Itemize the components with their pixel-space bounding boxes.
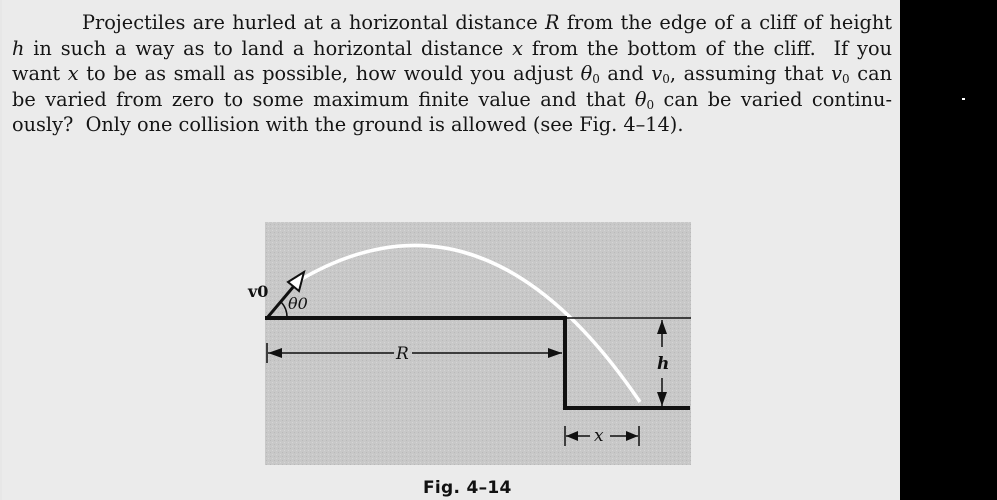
label-x: x (594, 426, 604, 446)
label-v0: v0 (248, 282, 269, 301)
problem-line-2: h in such a way as to land a horizontal distance x from the bottom of the cliff. If you (12, 36, 892, 60)
problem-line-3: want x to be as small as possible, how would you adjust $\theta_0$ and $v_0$, assuming that $v_0$ can (12, 62, 893, 86)
problem-line-4: be varied from zero to some maximum finite value and that $\theta_0$ can be varied continu- (12, 87, 892, 112)
figure-caption: Fig. 4–14 (423, 478, 512, 498)
label-r: R (396, 344, 409, 364)
label-h: h (657, 354, 670, 374)
problem-line-5: ously? Only one collision with the ground is allowed (see Fig. 4–14). (12, 113, 684, 136)
label-theta0: θ0 (288, 294, 308, 313)
problem-line-1: Projectiles are hurled at a horizontal distance R from the edge of a cliff of height (82, 11, 893, 34)
book-page (2, 0, 900, 500)
figure-4-14 (2, 0, 900, 500)
edge-mark (962, 98, 965, 100)
